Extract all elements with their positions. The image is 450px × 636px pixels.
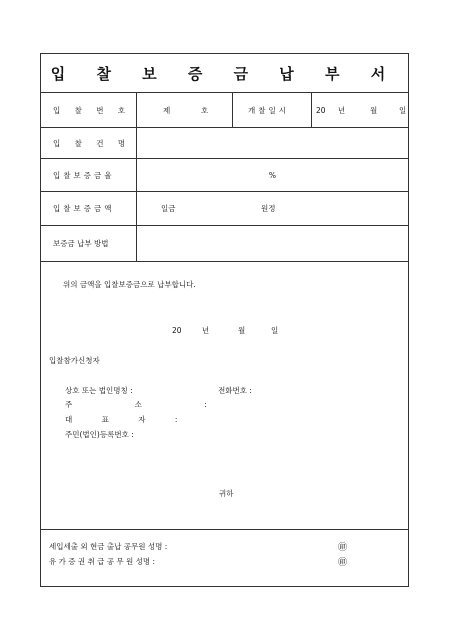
- bid-number-prefix: 제: [163, 105, 171, 115]
- row-payment-method: [41, 226, 408, 262]
- label-deposit-rate: 입찰보증금율: [41, 159, 137, 191]
- label-opening-date: 개찰일시: [233, 93, 312, 127]
- deposit-amount-prefix: 일금: [161, 204, 176, 213]
- bid-number-suffix: 호: [201, 105, 209, 115]
- deposit-rate-field[interactable]: [137, 159, 408, 191]
- opening-date-day: 일: [399, 105, 407, 115]
- field-address: 주 소 :: [65, 400, 207, 409]
- applicant-label: 입찰참가신청자: [49, 356, 100, 365]
- field-phone: 전화번호 :: [218, 386, 252, 395]
- label-payment-method: 보증금 납부 방법: [41, 226, 137, 261]
- body-date-year: 20 년: [172, 326, 210, 335]
- row-bid-name: [41, 128, 408, 159]
- bid-deposit-form: [40, 53, 409, 587]
- footer-securities-seal: ㊞: [338, 558, 348, 568]
- bid-name-field[interactable]: [137, 128, 408, 158]
- deposit-amount-suffix: 원정: [261, 204, 276, 213]
- deposit-rate-unit: %: [268, 170, 277, 180]
- footer-securities-line: 유 가 증 권 취 급 공 무 원 성명 :: [49, 557, 156, 566]
- label-bid-name: 입 찰 건 명: [41, 128, 137, 158]
- statement-text: 위의 금액을 입찰보증금으로 납부합니다.: [63, 280, 196, 289]
- opening-date-year: 20 년: [316, 105, 346, 115]
- deposit-amount-field[interactable]: [137, 192, 408, 225]
- row-deposit-rate: [41, 159, 408, 192]
- addressee-text: 귀하: [219, 489, 234, 498]
- field-registration-number: 주민(법인)등록번호 :: [65, 430, 134, 439]
- body-date-month: 월: [238, 326, 246, 335]
- row-deposit-amount: [41, 192, 408, 226]
- footer-cashier-line: 세입세출 외 현금 출납 공무원 성명 :: [49, 542, 168, 551]
- opening-date-month: 월: [370, 105, 378, 115]
- row-bid-number: [41, 93, 408, 128]
- body-date-day: 일: [271, 326, 279, 335]
- opening-date-cell[interactable]: [312, 93, 408, 127]
- label-deposit-amount: 입찰보증금액: [41, 192, 137, 225]
- footer-cashier-seal: ㊞: [338, 543, 348, 553]
- field-representative: 대 표 자 :: [65, 415, 178, 424]
- form-title: 입 찰 보 증 금 납 부 서: [41, 54, 408, 93]
- payment-method-field[interactable]: [137, 226, 408, 261]
- footer-signatures: [41, 529, 408, 586]
- bid-number-cell[interactable]: [137, 93, 233, 127]
- field-company: 상호 또는 법인명칭 :: [65, 386, 133, 395]
- label-bid-number: 입 찰 번 호: [41, 93, 137, 127]
